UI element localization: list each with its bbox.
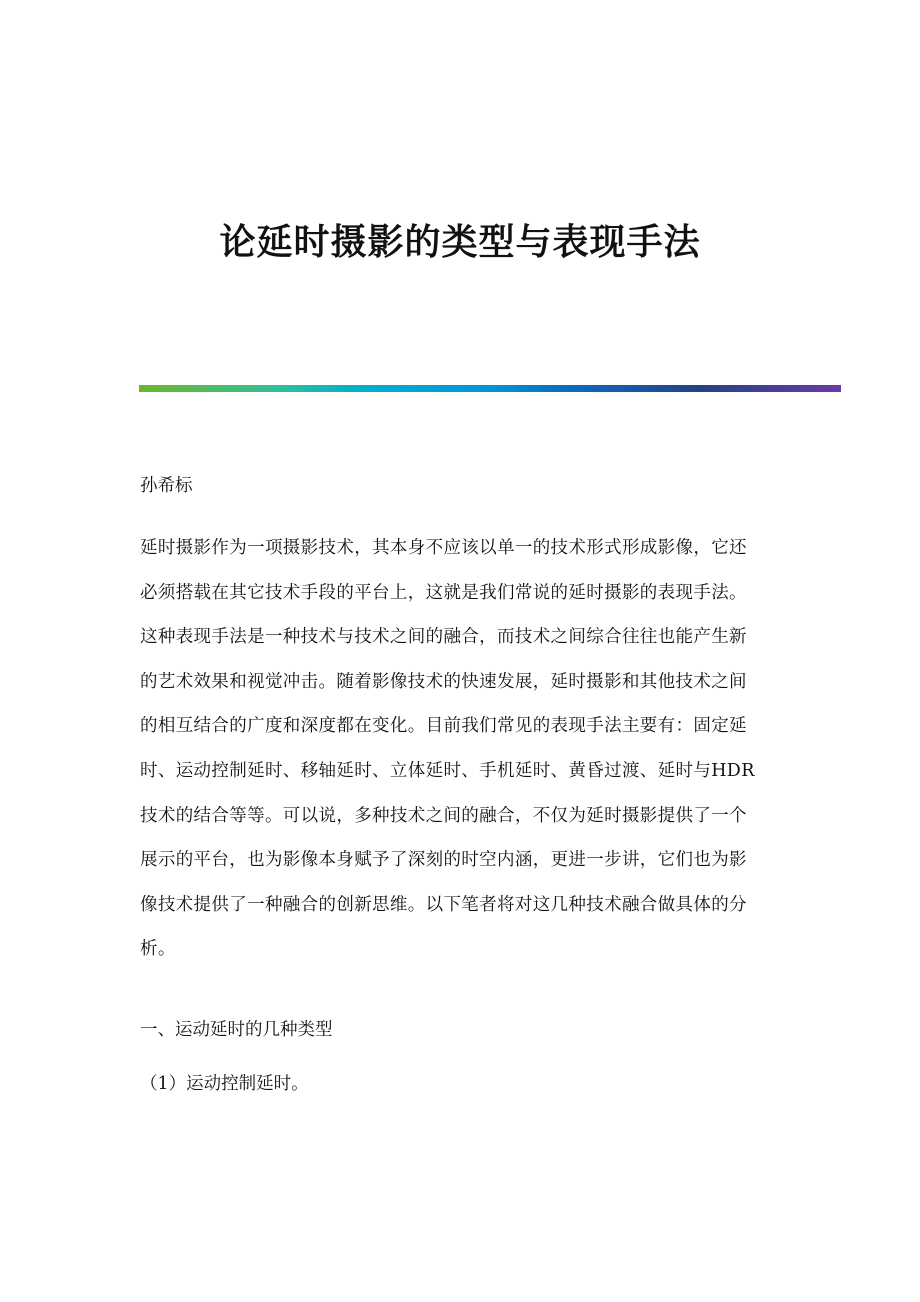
paragraph-line: 像技术提供了一种融合的创新思维。以下笔者将对这几种技术融合做具体的分 xyxy=(140,894,747,915)
author-name: 孙希标 xyxy=(140,476,193,496)
paragraph-line: 技术的结合等等。可以说，多种技术之间的融合，不仅为延时摄影提供了一个 xyxy=(140,805,747,826)
paragraph-line: 必须搭载在其它技术手段的平台上，这就是我们常说的延时摄影的表现手法。 xyxy=(140,582,747,603)
paragraph-line: 时、运动控制延时、移轴延时、立体延时、手机延时、黄昏过渡、延时与HDR xyxy=(140,760,755,781)
paragraph-line: 这种表现手法是一种技术与技术之间的融合，而技术之间综合往往也能产生新 xyxy=(140,627,747,648)
paragraph-line: 展示的平台，也为影像本身赋予了深刻的时空内涵，更进一步讲，它们也为影 xyxy=(140,850,747,871)
paragraph-line: 延时摄影作为一项摄影技术，其本身不应该以单一的技术形式形成影像，它还 xyxy=(140,538,747,558)
paragraph-line: 析。 xyxy=(140,939,176,960)
document-title: 论延时摄影的类型与表现手法 xyxy=(219,221,701,263)
subsection-heading: （1）运动控制延时。 xyxy=(140,1074,309,1094)
gradient-divider xyxy=(139,385,841,392)
paragraph-line: 的艺术效果和视觉冲击。随着影像技术的快速发展，延时摄影和其他技术之间 xyxy=(140,671,747,692)
body-paragraph xyxy=(140,526,755,972)
paragraph-line: 的相互结合的广度和深度都在变化。目前我们常见的表现手法主要有：固定延 xyxy=(140,716,747,737)
section-heading: 一、运动延时的几种类型 xyxy=(140,1020,333,1040)
